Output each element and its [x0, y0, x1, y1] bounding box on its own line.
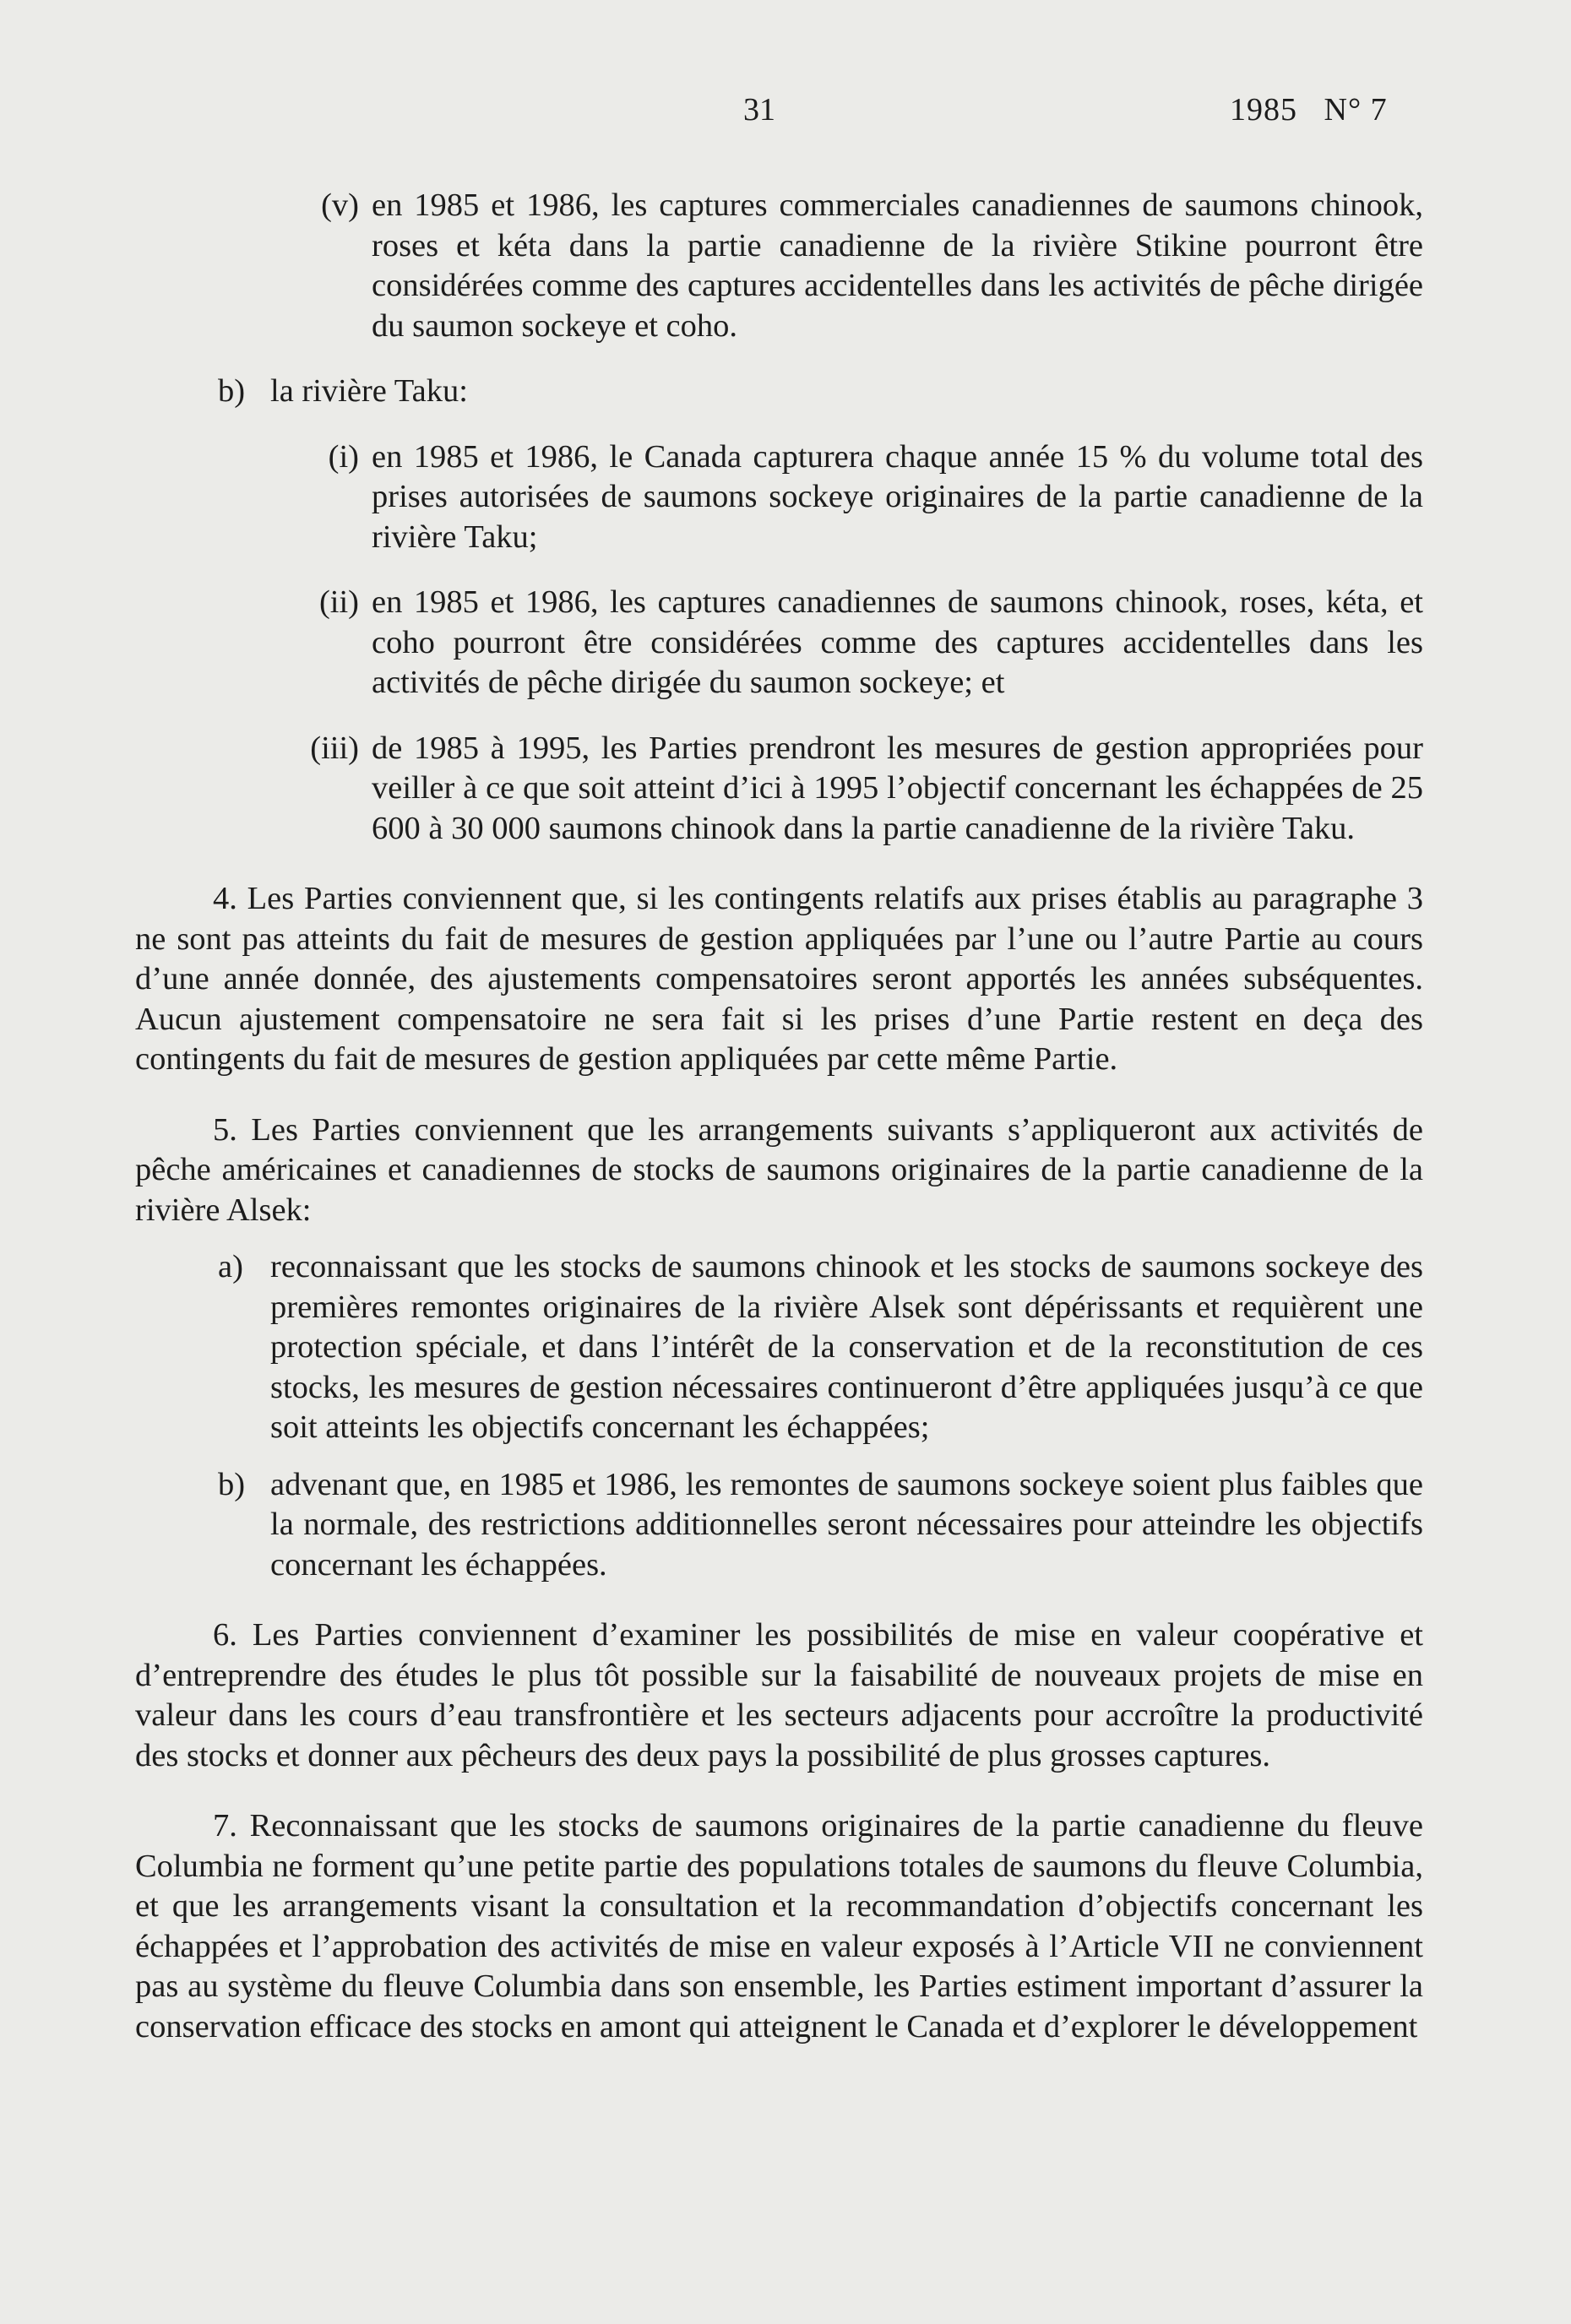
- clause-3-b: [135, 372, 1423, 412]
- clause-label: (i): [328, 438, 359, 475]
- clause-3-a-v: [135, 186, 1423, 346]
- clause-text: en 1985 et 1986, les captures commerciales canadiennes de saumons chinook, roses et kéta dans la partie canadienne de la rivière Stikine pourront être considérées comme des captures accidentelles dans les activités de pêche dirigée du saumon sockeye et coho.: [372, 187, 1423, 344]
- page-body: [135, 186, 1423, 2047]
- clause-text: la rivière Taku:: [270, 373, 468, 409]
- clause-label: a): [218, 1249, 243, 1284]
- clause-label: (iii): [310, 730, 359, 766]
- clause-3-b-ii: [135, 583, 1423, 703]
- clause-5-b: [135, 1465, 1423, 1586]
- clause-text: en 1985 et 1986, les captures canadiennes de saumons chinook, roses, kéta, et coho pourront être considérées comme des captures accidentelles dans les activités de pêche dirigée du saumon sockeye; et: [372, 584, 1423, 700]
- clause-text: de 1985 à 1995, les Parties prendront les mesures de gestion appropriées pour veiller à ce que soit atteint d’ici à 1995 l’objectif concernant les échappées de 25 600 à 30 000 saumons chinook dans la partie canadienne de la rivière Taku.: [372, 730, 1423, 846]
- paragraph-7: 7. Reconnaissant que les stocks de saumons originaires de la partie canadienne du fleuve Columbia ne forment qu’une petite partie des populations totales de saumons du fleuve Columbia, et que les arrangements visant la consultation et la recommandation d’objectifs concernant les échappées et l’approbation des activités de mise en valeur exposés à l’Article VII ne conviennent pas au système du fleuve Columbia dans son ensemble, les Parties estiment important d’assurer la conservation efficace des stocks en amont qui atteignent le Canada et d’explorer le développement: [135, 1808, 1423, 2044]
- paragraph-4: 4. Les Parties conviennent que, si les contingents relatifs aux prises établis au paragraphe 3 ne sont pas atteints du fait de mesures de gestion appliquées par l’une ou l’autre Partie au cours d’une année donnée, des ajustements compensatoires seront apportés les années subséquentes. Aucun ajustement compensatoire ne sera fait si les prises d’une Partie restent en deça des contingents du fait de mesures de gestion appliquées par cette même Partie.: [135, 881, 1423, 1077]
- issue-reference: 1985 N° 7: [1230, 92, 1388, 128]
- clause-text: advenant que, en 1985 et 1986, les remontes de saumons sockeye soient plus faibles que la normale, des restrictions additionnelles seront nécessaires pour atteindre les objectifs concernant les échappées.: [270, 1466, 1423, 1583]
- clause-5-a: [135, 1247, 1423, 1448]
- clause-3-b-iii: [135, 729, 1423, 850]
- paragraph-5-intro: 5. Les Parties conviennent que les arrangements suivants s’appliqueront aux activités de pêche américaines et canadiennes de stocks de saumons originaires de la partie canadienne de la rivière Alsek:: [135, 1111, 1423, 1228]
- page-number: 31: [743, 92, 775, 128]
- clause-label: b): [218, 1466, 246, 1502]
- clause-text: reconnaissant que les stocks de saumons chinook et les stocks de saumons sockeye des premières remontes originaires de la rivière Alsek sont dépérissants et requièrent une protection spéciale, et dans l’intérêt de la conservation et de la reconstitution de ces stocks, les mesures de gestion nécessaires continueront d’être appliquées jusqu’à ce que soit atteints les objectifs concernant les échappées;: [270, 1249, 1423, 1445]
- clause-3-b-i: [135, 437, 1423, 558]
- clause-label: b): [218, 373, 246, 409]
- clause-label: (ii): [318, 584, 359, 620]
- clause-label: (v): [321, 187, 359, 223]
- clause-text: en 1985 et 1986, le Canada capturera chaque année 15 % du volume total des prises autorisées de saumons sockeye originaires de la partie canadienne de la rivière Taku;: [372, 438, 1423, 555]
- paragraph-6: 6. Les Parties conviennent d’examiner les possibilités de mise en valeur coopérative et d’entreprendre des études le plus tôt possible sur la faisabilité de nouveaux projets de mise en valeur dans les cours d’eau transfrontière et les secteurs adjacents pour accroître la productivité des stocks et donner aux pêcheurs des deux pays la possibilité de plus grosses captures.: [135, 1617, 1423, 1773]
